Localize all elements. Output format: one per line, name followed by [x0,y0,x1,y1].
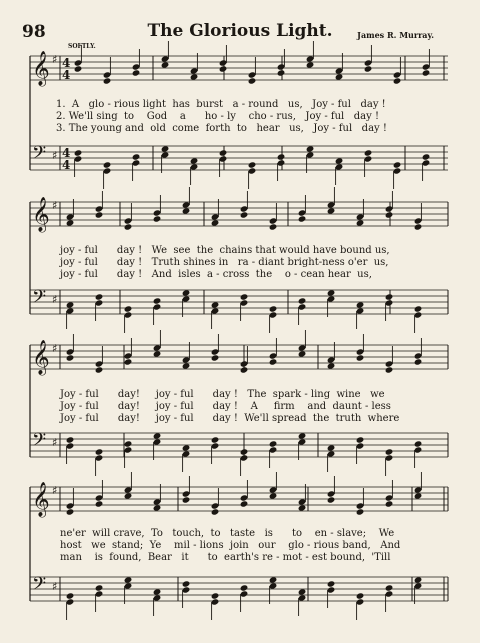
notehead [356,436,365,443]
notehead [422,153,431,160]
notehead [277,153,286,160]
notehead [385,293,394,300]
notehead [182,207,191,214]
notehead [211,354,220,361]
notehead [269,440,278,447]
lyric-line-4-2: host we stand; Ye mil - lions join our glo - rious band, And [60,540,401,551]
time-signature-digit: 4 [62,146,71,160]
notehead [414,223,423,230]
notehead [327,580,336,587]
bass-clef: 𝄢 [32,287,47,312]
notehead [190,157,199,164]
time-signature-digit: 4 [62,158,71,172]
notehead [414,358,423,365]
notehead [124,576,133,583]
notehead [269,358,278,365]
notehead [132,153,141,160]
bass-clef: 𝄢 [32,574,47,599]
lyric-line-3-1: Joy - ful day! joy - ful day ! The spark - ling wine we [60,389,385,400]
notehead [298,588,307,595]
notehead [240,366,249,373]
notehead [211,301,220,308]
notehead [240,448,249,455]
treble-clef: 𝄞 [32,482,50,517]
notehead [132,69,141,76]
notehead [182,362,191,369]
notehead [124,492,133,499]
time-signature-digit: 4 [62,68,71,82]
key-sharp: ♯ [52,149,58,162]
notehead [95,584,104,591]
notehead [248,161,257,168]
treble-clef: 𝄞 [32,51,50,86]
notehead [74,149,83,156]
notehead [385,584,394,591]
notehead [414,440,423,447]
notehead [182,496,191,503]
notehead [364,149,373,156]
notehead [335,73,344,80]
notehead [211,508,220,515]
notehead [95,211,104,218]
notehead [211,436,220,443]
notehead [335,157,344,164]
notehead [298,350,307,357]
lyric-line-4-1: ne'er will crave, To touch, to taste is to en - slave; We [60,528,395,539]
lyric-line-2-2: joy - ful day ! Truth shines in ra - diant bright-ness o'er us, [60,257,389,268]
lyric-line-3-3: Joy - ful day! joy - ful day ! We'll spread the truth where [60,413,400,424]
notehead [124,440,133,447]
key-sharp: ♯ [52,293,58,306]
notehead [103,77,112,84]
key-sharp: ♯ [52,199,58,212]
notehead [298,297,307,304]
key-sharp: ♯ [52,580,58,593]
key-sharp: ♯ [52,436,58,449]
notehead [211,592,220,599]
key-sharp: ♯ [52,53,58,66]
notehead [153,350,162,357]
notehead [422,69,431,76]
notehead [327,362,336,369]
notehead [124,358,133,365]
page-number: 98 [22,22,46,42]
notehead [153,588,162,595]
notehead [240,500,249,507]
key-sharp: ♯ [52,484,58,497]
notehead [219,149,228,156]
notehead [393,77,402,84]
notehead [327,207,336,214]
composer-credit: James R. Murray. [357,30,434,40]
notehead [66,219,75,226]
notehead [269,223,278,230]
notehead [95,448,104,455]
notehead [153,297,162,304]
notehead [182,580,191,587]
notehead [385,448,394,455]
notehead [327,496,336,503]
lyric-line-2-1: joy - ful day ! We see the chains that would have bound us, [60,245,390,256]
notehead [356,301,365,308]
treble-clef: 𝄞 [32,340,50,375]
notehead [240,211,249,218]
notehead [66,354,75,361]
notehead [356,354,365,361]
notehead [161,61,170,68]
lyric-line-1-3: 3. The young and old come forth to hear us, Joy - ful day ! [56,123,387,134]
notehead [356,508,365,515]
notehead [298,432,307,439]
notehead [124,223,133,230]
notehead [190,73,199,80]
tempo-marking: SOFTLY. [68,43,96,50]
bass-clef: 𝄢 [32,143,47,168]
lyric-line-1-2: 2. We'll sing to God a ho - ly cho - rus, Joy - ful day ! [56,111,379,122]
lyric-line-1-1: 1. A glo - rious light has burst a - round us, Joy - ful day ! [56,99,386,110]
notehead [269,305,278,312]
bass-clef: 𝄢 [32,430,47,455]
notehead [385,211,394,218]
notehead [248,77,257,84]
notehead [153,215,162,222]
treble-clef: 𝄞 [32,197,50,232]
notehead [124,305,133,312]
notehead [219,65,228,72]
key-sharp: ♯ [52,342,58,355]
notehead [211,219,220,226]
notehead [356,219,365,226]
notehead [306,61,315,68]
notehead [277,69,286,76]
notehead [298,215,307,222]
notehead [182,444,191,451]
notehead [327,444,336,451]
notehead [414,305,423,312]
notehead [66,592,75,599]
notehead [153,432,162,439]
notehead [240,293,249,300]
notehead [356,592,365,599]
notehead [103,161,112,168]
notehead [74,65,83,72]
notehead [269,492,278,499]
lyric-line-4-3: man is found, Bear it to earth's re - mot - est bound, 'Till [60,552,391,563]
notehead [95,293,104,300]
lyric-line-2-3: joy - ful day ! And isles a - cross the o - cean hear us, [60,269,372,280]
notehead [182,289,191,296]
notehead [240,584,249,591]
notehead [306,145,315,152]
notehead [269,576,278,583]
notehead [161,145,170,152]
notehead [298,504,307,511]
notehead [385,500,394,507]
notehead [393,161,402,168]
song-title: The Glorious Light. [147,21,333,41]
time-signature-digit: 4 [62,56,71,70]
notehead [414,492,423,499]
lyric-line-3-2: Joy - ful day! joy - ful day ! A firm and daunt - less [60,401,391,412]
notehead [414,576,423,583]
notehead [66,508,75,515]
notehead [153,504,162,511]
notehead [95,500,104,507]
notehead [95,366,104,373]
notehead [364,65,373,72]
notehead [66,436,75,443]
notehead [327,289,336,296]
notehead [385,366,394,373]
notehead [66,301,75,308]
